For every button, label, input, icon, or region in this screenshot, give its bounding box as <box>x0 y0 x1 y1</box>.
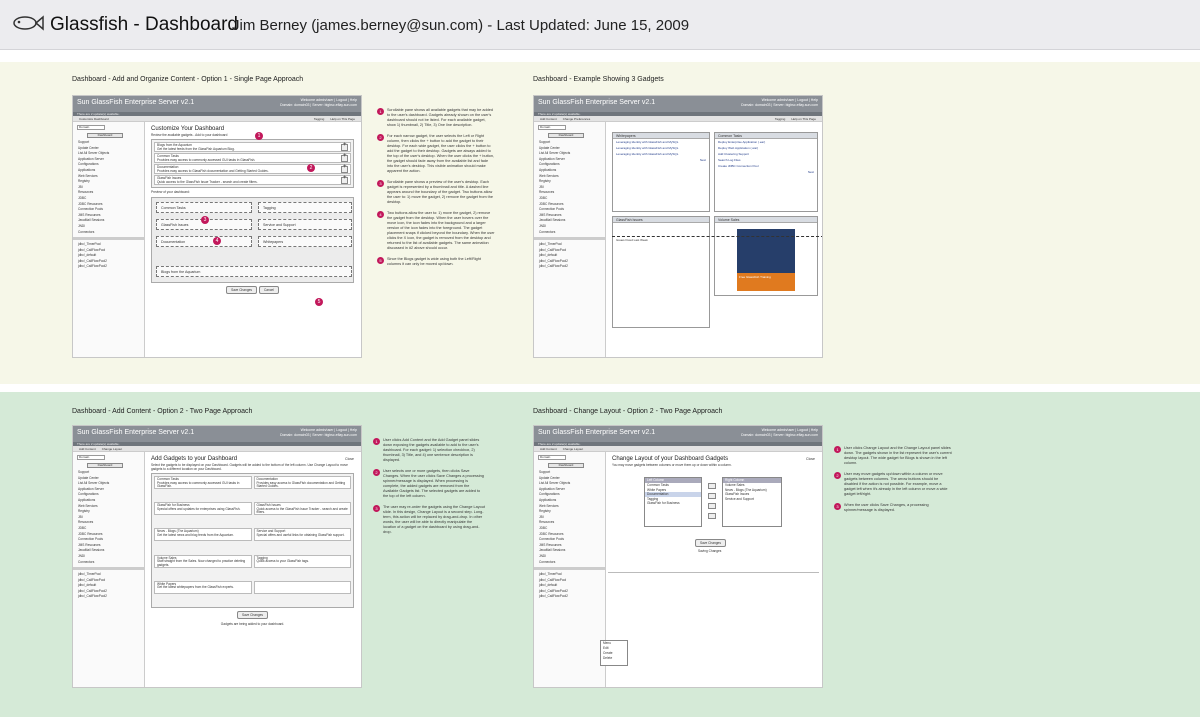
tree-item[interactable]: JavaMail Sessions <box>78 218 105 223</box>
section-title-4: Dashboard - Change Layout - Option 2 - Two Page Approach <box>533 408 723 415</box>
page-subtitle: Jim Berney (james.berney@sun.com) - Last Updated: June 15, 2009 <box>232 17 690 34</box>
tree-item[interactable]: Application Server <box>78 156 104 161</box>
gadget-option[interactable]: White Papers Get the latest whitepapers from the GlassFish experts. <box>154 581 252 594</box>
add-gadget-button[interactable] <box>341 177 348 184</box>
saving-message: Saving Changes <box>698 549 722 553</box>
nav-tree: Domain Dashboard Support Update Center List All Server Objects Application Server Configurations Applications Web Services Registry JBI Resources JDBC JDBC Resources Connection Pools JMS Resources JavaMail Sessions JNDI Connectors jdbc/_TimerPool jdbc/_CallFlowPool jdbc/_default jdbc/_CallFlowPool2 jdbc/_CallFlowPool2 <box>534 122 606 357</box>
nav-tree: Domain Dashboard Support Update Center List All Server Objects Application Server Configurations Applications Web Services Registry JBI Resources JDBC JDBC Resources Connection Pools JMS Resources JavaMail Sessions JNDI Connectors jdbc/_TimerPool jdbc/_CallFlowPool jdbc/_default jdbc/_CallFlowPool2 jdbc/_CallFlowPool2 <box>73 452 145 687</box>
section-title-2: Dashboard - Example Showing 3 Gadgets <box>533 76 664 83</box>
preview-gadget[interactable]: Service and Support <box>258 219 352 230</box>
mockup-dashboard-gadgets: Sun GlassFish Enterprise Server v2.1 Welcome admin/user | Logout | Help Domain: domain03 | Server: bigbsc.eflay.sun.com There are 2 update(s) available. Add Content Change Preferences Help on This Page Tagging Domain Dashboard Support Update Center List All Server Objects Application Server Configurations Applications Web Services Registry JBI Resources JDBC JDBC Resources Connection Pools JMS Resources JavaMail Sessions JNDI Connectors jdbc/_TimerPool jdbc/_CallFlowPool jdbc/_default jdbc/_CallFlowPool2 jdbc/_CallFlowPool2 Whitepapers Leveraging Identity with GlassFish and MySQL Leveraging Identity with GlassFish and MySQL Leveraging Identity with GlassFish and MySQL Next Common Tasks Deploy Enterprise Application (.ear) Deploy Web Application (.war) Add Clustering Support Search Log Files Create JDBC Connection Pool Next GlassFish Issues Issues Fixed Last Week Volume Sales Free GlassFish Training <box>533 95 823 358</box>
tab-change-layout[interactable]: Change Layout <box>101 447 123 451</box>
preview-gadget[interactable]: Whitepapers <box>258 236 352 247</box>
callout-marker: 3 <box>201 216 209 224</box>
gadget-option[interactable]: Tagging Quick access to your GlassFish tags. <box>254 555 352 568</box>
tree-item[interactable]: Web Services <box>78 173 98 178</box>
task-link[interactable]: Deploy Web Application (.war) <box>718 146 759 150</box>
dashboard-button[interactable]: Dashboard <box>87 133 123 138</box>
tab-change-preferences[interactable]: Change Preferences <box>562 117 591 121</box>
task-link[interactable]: Search Log Files <box>718 158 741 162</box>
move-right-button[interactable] <box>708 493 716 499</box>
promo-banner[interactable]: Free GlassFish Training <box>737 229 795 291</box>
gadget-option[interactable]: Common Tasks Provides easy access to commonly accessed GUI tasks in GlassFish. <box>154 476 252 489</box>
dashboard-preview <box>151 197 354 283</box>
tree-item[interactable]: Support <box>78 140 90 144</box>
fold-line <box>612 236 823 237</box>
tab-add-content[interactable]: Add Content <box>79 447 96 451</box>
gadget-link[interactable]: Leveraging Identity with GlassFish and MySQL <box>616 152 679 156</box>
tree-item[interactable]: Configurations <box>78 162 99 167</box>
section-title-3: Dashboard - Add Content - Option 2 - Two Page Approach <box>72 408 253 415</box>
tree-item[interactable]: jdbc/_CallFlowPool <box>78 247 106 252</box>
tree-item[interactable]: JDBC Resources <box>78 201 103 206</box>
task-link[interactable]: Deploy Enterprise Application (.ear) <box>718 140 766 144</box>
tab-customize[interactable]: Customize Dashboard <box>79 117 109 121</box>
notes-option-2-add: 1 User clicks Add Content and the Add Gadget panel slides down exposing the gadgets available to add to the user's dashboard. For each gadget: 1) selection checkbox, 2) thumbnail, 3) Title, and 4) one sentence description is displayed. 2 User selects one or more gadgets, then clicks Save Changes. When the user clicks Save Changes a processing spinner/message is displayed. When processing is complete, the added gadgets are removed from the Available Gadgets list. The selected gadgets are added to the top of the left column. 3 The user may re-order the gadgets using the Change Layout slide. In this design, Change Layout is a second step. Long-term, this action will be replaced by drag-and-drop. In other words, the user will be able to directly manipulate the location of a gadget on the dashboard by using drag-and-drop. <box>373 438 485 541</box>
gadget-option[interactable]: GlassFish for Business Special offers and updates for enterprises using GlassFish. <box>154 502 252 515</box>
save-changes-button[interactable]: Save Changes <box>226 286 257 294</box>
tab-change-layout[interactable]: Change Layout <box>562 447 584 451</box>
cancel-button[interactable]: Cancel <box>259 286 279 294</box>
tree-item[interactable]: JNDI <box>78 223 86 228</box>
nav-tree: Domain Dashboard Support Update Center List All Server Objects Application Server Configurations Applications Web Services Registry JBI Resources JDBC JDBC Resources Connection Pools JMS Resources JavaMail Sessions JNDI Connectors jdbc/_TimerPool jdbc/_CallFlowPool jdbc/_default jdbc/_CallFlowPool2 jdbc/_CallFlowPool2 <box>534 452 606 687</box>
task-link[interactable]: Create JDBC Connection Pool <box>718 164 759 168</box>
gadget-row: Common Tasks Provides easy access to commonly accessed GUI tasks in GlassFish. + <box>154 153 351 163</box>
mockup-customize-dashboard: Sun GlassFish Enterprise Server v2.1 Welcome admin/user | Logout | Help Domain: domain03 | Server: bigbsc.eflay.sun.com There are 2 update(s) available. Customize Dashboard Help on This Page Tagging Domain Dashboard Support Update Center List All Server Objects Application Server Configurations Applications Web Services Registry JBI Resources JDBC JDBC Resources Connection Pools JMS Resources JavaMail Sessions JNDI Connectors jdbc/_TimerPool jdbc/_CallFlowPool jdbc/_default jdbc/_CallFlowPool2 jdbc/_CallFlowPool2 Customize Your Dashboard Review the available gadgets - Add to your dashboard Blogs from the Aquarium Get the latest feeds from the GlassFish Aquarium Blog. + Common Tasks Provides easy access to commonly accessed GUI tasks in GlassFish. + Documentation Provides easy access to GlassFish documentation and Getting Started Guides. + GlassFish Issues Quick access to the GlassFish Issue Tracker - search and create filters. + Preview of your dashboard: Common Tasks Tagging GlassFish Issues Service and Support Documentation Whitepapers Blogs from the Aquarium Save Changes Cancel 1 2 3 4 5 <box>72 95 362 358</box>
gadget-row: Blogs from the Aquarium Get the latest feeds from the GlassFish Aquarium Blog. + <box>154 142 351 152</box>
save-changes-button[interactable]: Save Changes <box>695 539 726 547</box>
notes-option-2-layout: 1 User clicks Change Layout and the Change Layout panel slides down. The gadgets shown in the list represent the user's current desktop layout. The wide gadget for Blogs is shown in the left column. 2 User may move gadgets up/down within a column or move gadgets between columns. The arrow buttons should be disabled if the action is not possible. For example, move a gadget left when it's already in the left column or move a wide gadget left/right. 3 When the user clicks Save Changes, a processing spinner/message is displayed. <box>834 446 952 519</box>
whitepapers-gadget: Whitepapers Leveraging Identity with GlassFish and MySQL Leveraging Identity with GlassFish and MySQL Leveraging Identity with GlassFish and MySQL Next <box>612 132 710 212</box>
gadget-option[interactable]: Documentation Provides easy access to GlassFish documentation and Getting Started Guides. <box>254 476 352 489</box>
tree-item[interactable]: List All Server Objects <box>78 151 110 156</box>
preview-gadget[interactable]: GlassFish Issues <box>156 219 252 230</box>
callout-marker: 2 <box>307 164 315 172</box>
notes-option-1: 1 Scrollable pane shows all available gadgets that may be added to the user's dashboard. Gadgets already shown on the user's dashboard should not be listed. For each available gadget, show 1) thumbnail, 2) Title, 3) One line description. 2 For each narrow gadget, the user selects the Left or Right column, then clicks the + button to add the gadget to their desktop. For each wide gadget, the user clicks the + button to add the gadget to their desktop. Gadgets are always added to the top of the user's desktop. When the user clicks the + button, the gadget should fade away from the available list and fade into the user's desktop. This visible animation should make apparent the action. 3 Scrollable pane shows a preview of the user's desktop. Each gadget is represented by a thumbnail and title. A dashed line appears around the boundary of the gadget. Two buttons allow the user to: 1) move the gadget, 2) remove the gadget from the desktop. 4 Two buttons allow the user to: 1) move the gadget, 2) remove the gadget from the desktop. When the user hovers over the move icon, the icon fades into the background and a larger version of the icon fades into the foreground. The gadget placement snaps if clicked beyond the boundary. When the user clicks the X icon, the gadget is removed from the desktop and returned to the list of available gadgets. The same animation discussed in #2 above should occur. 5 Since the Blogs gadget is wide using both the Left/Right columns it can only be moved up/down. <box>377 108 495 273</box>
tab-add-content[interactable]: Add Content <box>540 117 557 121</box>
tree-item[interactable]: jdbc/_CallFlowPool2 <box>78 264 107 269</box>
tab-bar: Customize Dashboard Help on This Page Tagging <box>73 116 361 122</box>
next-link[interactable]: Next <box>807 170 814 174</box>
gadget-row: GlassFish Issues Quick access to the GlassFish Issue Tracker - search and create filters. + <box>154 175 351 185</box>
preview-gadget[interactable]: Documentation <box>156 236 252 247</box>
gadget-row: Documentation Provides easy access to GlassFish documentation and Getting Started Guides. + <box>154 164 351 174</box>
tree-item[interactable]: Applications <box>78 167 96 172</box>
context-menu[interactable]: Menu Edit Create Delete <box>600 640 628 666</box>
panel-heading: Customize Your Dashboard <box>151 126 225 132</box>
saving-message: Gadgets are being added to your dashboard. <box>220 622 285 626</box>
left-column-list[interactable]: Left Column Common Tasks White Papers Documentation Tagging GlassFish for Business <box>644 477 702 527</box>
volume-sales-gadget: Volume Sales Free GlassFish Training <box>714 216 818 296</box>
next-link[interactable]: Next <box>699 158 706 162</box>
tree-item[interactable]: jdbc/_TimerPool <box>78 242 101 247</box>
section-title-1: Dashboard - Add and Organize Content - Option 1 - Single Page Approach <box>72 76 304 83</box>
move-down-button[interactable] <box>708 513 716 519</box>
gadget-option[interactable]: Service and Support Special offers and useful links for obtaining GlassFish support. <box>254 528 352 541</box>
preview-gadget[interactable]: Tagging <box>258 202 352 213</box>
gadget-link[interactable]: Leveraging Identity with GlassFish and MySQL <box>616 140 679 144</box>
app-header: Sun GlassFish Enterprise Server v2.1 Welcome admin/user | Logout | Help Domain: domain03 | Server: bigbsc.eflay.sun.com <box>73 96 361 112</box>
gadget-option[interactable]: Volume Sales Staff straight from the Sales. Now changed to practice deleting gadgets. <box>154 555 252 568</box>
gadget-choices <box>151 473 354 608</box>
right-column-list[interactable]: Right Column Volume Sales News - Blogs (The Aquarium) GlassFish Issues Service and Support <box>722 477 782 527</box>
tree-item[interactable]: Resources <box>78 190 94 195</box>
mockup-change-layout: Sun GlassFish Enterprise Server v2.1 Welcome admin/user | Logout | Help Domain: domain03 | Server: bigbsc.eflay.sun.com There are 2 update(s) available. Add Content Change Layout Domain Dashboard Support Update Center List All Server Objects Application Server Configurations Applications Web Services Registry JBI Resources JDBC JDBC Resources Connection Pools JMS Resources JavaMail Sessions JNDI Connectors jdbc/_TimerPool jdbc/_CallFlowPool jdbc/_default jdbc/_CallFlowPool2 jdbc/_CallFlowPool2 Change Layout of your Dashboard Gadgets Close You may move gadgets between columns or move them up or down within a column. Left Column Common Tasks White Papers Documentation Tagging GlassFish for Business Right Column Volume Sales News - Blogs (The Aquarium) GlassFish Issues Service and Support Save Changes Saving Changes Menu Edit Create Delete <box>533 425 823 688</box>
close-button[interactable]: Close <box>345 457 354 461</box>
add-gadget-button[interactable] <box>341 166 348 173</box>
gadget-option[interactable]: News - Blogs (The Aquarium) Get the latest news and blog feeds from the Aquarium. <box>154 528 252 541</box>
change-layout-panel: Change Layout of your Dashboard Gadgets Close You may move gadgets between columns or move them up or down within a column. Left Column Common Tasks White Papers Documentation Tagging GlassFish for Business Right Column Volume Sales News - Blogs (The Aquarium) GlassFish Issues Service and Support Save Changes Saving Changes <box>608 453 819 573</box>
customize-panel: Customize Your Dashboard Review the available gadgets - Add to your dashboard Blogs from the Aquarium Get the latest feeds from the GlassFish Aquarium Blog. + Common Tasks Provides easy access to commonly accessed GUI tasks in GlassFish. + Documentation Provides easy access to GlassFish documentation and Getting Started Guides. + GlassFish Issues Quick access to the GlassFish Issue Tracker - search and create filters. + Preview of your dashboard: Common Tasks Tagging GlassFish Issues Service and Support Documentation Whitepapers Blogs from the Aquarium Save Changes Cancel <box>147 123 358 354</box>
add-gadget-button[interactable] <box>341 144 348 151</box>
callout-marker: 4 <box>213 237 221 245</box>
callout-marker: 5 <box>315 298 323 306</box>
gadget-link[interactable]: Leveraging Identity with GlassFish and MySQL <box>616 146 679 150</box>
mockup-add-gadgets: Sun GlassFish Enterprise Server v2.1 Welcome admin/user | Logout | Help Domain: domain03 | Server: bigbsc.eflay.sun.com There are 2 update(s) available. Add Content Change Layout Domain Dashboard Support Update Center List All Server Objects Application Server Configurations Applications Web Services Registry JBI Resources JDBC JDBC Resources Connection Pools JMS Resources JavaMail Sessions JNDI Connectors jdbc/_TimerPool jdbc/_CallFlowPool jdbc/_default jdbc/_CallFlowPool2 jdbc/_CallFlowPool2 Add Gadgets to your Dashboard Close Select the gadgets to be displayed on your Dashboard. Gadgets will be added to the bottom of the left column. Use Change Layout to move gadgets to a different location on your Dashboard. Common Tasks Provides easy access to commonly accessed GUI tasks in GlassFish. Documentation Provides easy access to GlassFish documentation and Getting Started Guides. GlassFish for Business Special offers and updates for enterprises using GlassFish. GlassFish Issues Quick access to the GlassFish Issue Tracker - search and create filters. News - Blogs (The Aquarium) Get the latest news and blog feeds from the Aquarium. Service and Support Special offers and useful links for obtaining GlassFish support. Volume Sales Staff straight from the Sales. Now changed to practice deleting gadgets. Tagging Quick access to your GlassFish tags. White Papers Get the latest whitepapers from the GlassFish experts. Save Changes Gadgets are being added to your dashboard. <box>72 425 362 688</box>
tree-item[interactable]: Connection Pools <box>78 207 103 212</box>
gadget-option[interactable] <box>254 581 352 594</box>
save-changes-button[interactable]: Save Changes <box>237 611 268 619</box>
available-gadgets-list[interactable] <box>151 139 354 188</box>
fish-icon <box>10 13 44 33</box>
move-up-button[interactable] <box>708 483 716 489</box>
page-header <box>0 0 1200 50</box>
add-gadgets-panel: Add Gadgets to your Dashboard Close Select the gadgets to be displayed on your Dashboard. Gadgets will be added to the bottom of the left column. Use Change Layout to move gadgets to a different location on your Dashboard. Common Tasks Provides easy access to commonly accessed GUI tasks in GlassFish. Documentation Provides easy access to GlassFish documentation and Getting Started Guides. GlassFish for Business Special offers and updates for enterprises using GlassFish. GlassFish Issues Quick access to the GlassFish Issue Tracker - search and create filters. News - Blogs (The Aquarium) Get the latest news and blog feeds from the Aquarium. Service and Support Special offers and useful links for obtaining GlassFish support. Volume Sales Staff straight from the Sales. Now changed to practice deleting gadgets. Tagging Quick access to your GlassFish tags. White Papers Get the latest whitepapers from the GlassFish experts. Save Changes Gadgets are being added to your dashboard. <box>151 456 354 626</box>
tree-item[interactable]: jdbc/_default <box>78 253 97 258</box>
domain-select[interactable]: Domain <box>77 125 105 130</box>
close-button[interactable]: Close <box>806 457 815 461</box>
tree-item[interactable]: Update Center <box>78 145 99 150</box>
tree-item[interactable]: JDBC <box>78 195 87 200</box>
move-left-button[interactable] <box>708 503 716 509</box>
page-title: Glassfish - Dashboard <box>50 14 238 35</box>
tree-item[interactable]: JBI <box>78 184 83 189</box>
tree-item[interactable]: jdbc/_CallFlowPool2 <box>78 258 107 263</box>
common-tasks-gadget: Common Tasks Deploy Enterprise Application (.ear) Deploy Web Application (.war) Add Clustering Support Search Log Files Create JDBC Connection Pool Next <box>714 132 818 212</box>
preview-gadget[interactable]: Blogs from the Aquarium <box>156 266 352 277</box>
callout-marker: 1 <box>255 132 263 140</box>
preview-gadget[interactable]: Common Tasks <box>156 202 252 213</box>
nav-tree <box>73 122 145 357</box>
gadget-option[interactable]: GlassFish Issues Quick access to the GlassFish Issue Tracker - search and create filters. <box>254 502 352 515</box>
tab-add-content[interactable]: Add Content <box>540 447 557 451</box>
tree-item[interactable]: Registry <box>78 179 90 184</box>
add-gadget-button[interactable] <box>341 155 348 162</box>
tree-item[interactable]: JMS Resources <box>78 212 101 217</box>
tree-divider[interactable] <box>73 237 144 240</box>
tree-item[interactable]: Connectors <box>78 229 95 234</box>
task-link[interactable]: Add Clustering Support <box>718 152 750 156</box>
glassfish-issues-gadget: GlassFish Issues Issues Fixed Last Week <box>612 216 710 328</box>
